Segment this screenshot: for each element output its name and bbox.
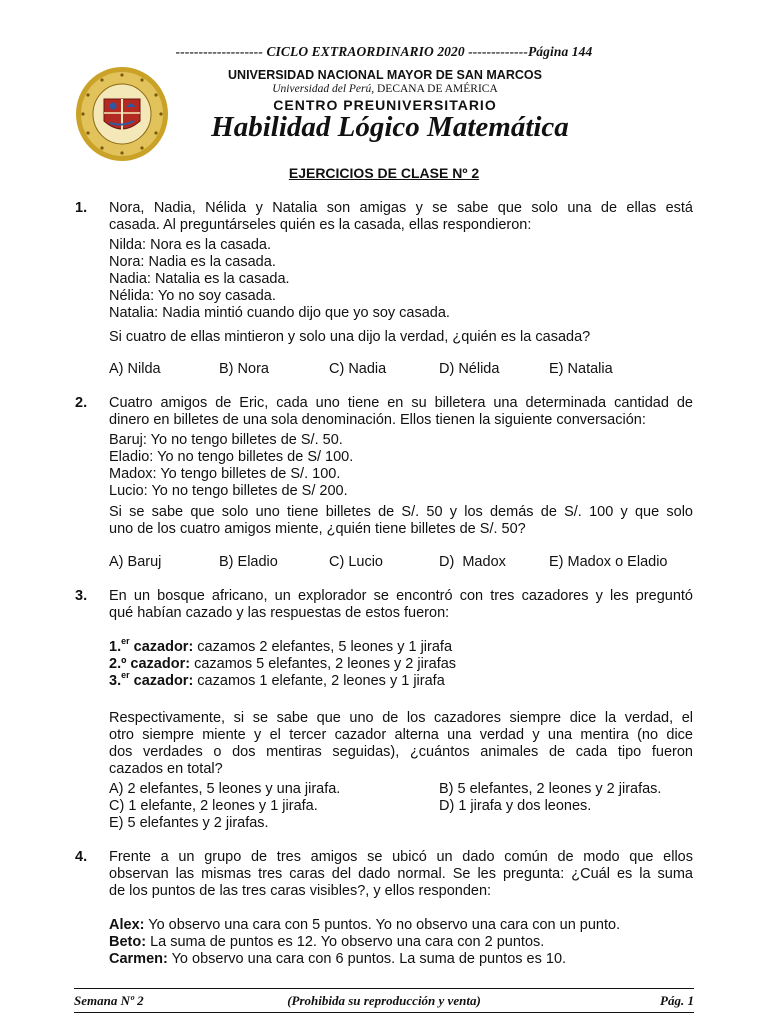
centro-title: CENTRO PREUNIVERSITARIO — [273, 97, 497, 113]
hunter-ordinal-sup: er — [121, 670, 130, 681]
q4-answers — [109, 917, 693, 968]
q3-question-line: otro siempre miente y el tercer cazador alterna una verdad y una mentira (no dice — [109, 727, 693, 743]
q1-intro-line: casada. Al preguntárseles quién es la casada, ellas respondieron: — [109, 217, 532, 233]
q1-intro — [109, 200, 693, 217]
q1-statement: Natalia: Nadia mintió cuando dijo que yo soy casada. — [109, 305, 450, 321]
university-subtitle — [200, 83, 570, 95]
q4-answer-alex — [109, 917, 693, 934]
footer-page-number: Pág. 1 — [660, 993, 694, 1008]
q4-intro-line: de los puntos de las tres caras visibles?, y ellos responden: — [109, 883, 492, 899]
q2-intro-line: dinero en billetes de una sola denominación. Ellos tienen la siguiente conversación: — [109, 412, 646, 428]
q3-hunter-3 — [109, 670, 693, 690]
hunter-label: cazador: — [129, 639, 194, 655]
q1-number: 1. — [75, 200, 88, 216]
page-footer — [74, 993, 694, 1009]
speaker-text: Yo observo una cara con 5 puntos. Yo no observo una cara con un punto. — [144, 917, 621, 933]
speaker-name: Alex: — [109, 917, 145, 933]
exercises-title: EJERCICIOS DE CLASE Nº 2 — [288, 165, 480, 181]
university-subtitle-italic: Universidad del Perú, — [272, 83, 375, 95]
q3-option-b: B) 5 elefantes, 2 leones y 2 jirafas. — [439, 781, 662, 797]
q1-intro-line: Nora, Nadia, Nélida y Natalia son amigas y se sabe que solo una de ellas está — [109, 200, 693, 216]
q3-number: 3. — [75, 588, 88, 604]
q2-statement: Madox: Yo tengo billetes de S/. 100. — [109, 466, 341, 482]
footer-bottom-divider — [74, 1012, 694, 1013]
q3-intro-line: En un bosque africano, un explorador se encontró con tres cazadores y les preguntó — [109, 588, 693, 604]
q1-intro-2 — [109, 217, 693, 234]
q4-intro-line: observan las mismas tres caras del dado normal. Se les pregunta: ¿Cuál es la suma — [109, 866, 693, 882]
q3-hunter-2 — [109, 656, 693, 673]
q1-option-e: E) Natalia — [549, 361, 613, 377]
q2-number: 2. — [75, 395, 88, 411]
q3-hunters — [109, 636, 693, 690]
q3-question-line: Respectivamente, si se sabe que uno de los cazadores siempre dice la verdad, el — [109, 710, 693, 726]
hunter-claim: cazamos 5 elefantes, 2 leones y 2 jirafas — [190, 656, 457, 672]
q2-question-line: Si se sabe que solo uno tiene billetes de S/. 50 y los demás de S/. 100 y que solo — [109, 504, 693, 520]
q2-question — [109, 504, 693, 521]
q4-answer-beto — [109, 934, 693, 951]
hunter-ordinal: 1. — [109, 639, 122, 655]
q2-intro-2 — [109, 412, 693, 429]
hunter-ordinal-sup: er — [121, 636, 130, 647]
q1-option-c: C) Nadia — [329, 361, 387, 377]
course-title: Habilidad Lógico Matemática — [211, 111, 569, 143]
q2-option-a: A) Baruj — [109, 554, 162, 570]
q2-intro — [109, 395, 693, 412]
hunter-ordinal: 2.º — [109, 656, 127, 672]
q4-intro-line: Frente a un grupo de tres amigos se ubicó un dado común de modo que ellos — [109, 849, 693, 865]
hunter-label: cazador: — [129, 673, 194, 689]
q3-option-a: A) 2 elefantes, 5 leones y una jirafa. — [109, 781, 341, 797]
q2-option-e: E) Madox o Eladio — [549, 554, 668, 570]
q2-option-c: C) Lucio — [329, 554, 383, 570]
speaker-name: Carmen: — [109, 951, 168, 967]
q4-intro-2 — [109, 866, 693, 883]
q1-statement: Nilda: Nora es la casada. — [109, 237, 271, 253]
q2-statements — [109, 432, 693, 500]
q1-option-d: D) Nélida — [439, 361, 500, 377]
q2-option-b: B) Eladio — [219, 554, 278, 570]
q3-question-line: dos verdades o dos mentiras seguidas), ¿cuántos animales de cada tipo fueron — [109, 744, 693, 760]
q1-statement: Nélida: Yo no soy casada. — [109, 288, 276, 304]
q1-option-a: A) Nilda — [109, 361, 161, 377]
hunter-label: cazador: — [126, 656, 191, 672]
q2-statement: Baruj: Yo no tengo billetes de S/. 50. — [109, 432, 343, 448]
hunter-ordinal: 3. — [109, 673, 122, 689]
q4-intro-3 — [109, 883, 693, 900]
q2-option-d: D) Madox — [439, 554, 506, 570]
speaker-name: Beto: — [109, 934, 147, 950]
q3-option-d: D) 1 jirafa y dos leones. — [439, 798, 592, 814]
university-name: UNIVERSIDAD NACIONAL MAYOR DE SAN MARCOS — [228, 68, 542, 82]
q2-question-line: uno de los cuatro amigos miente, ¿quién tiene billetes de S/. 50? — [109, 521, 526, 537]
q1-statement: Nora: Nadia es la casada. — [109, 254, 276, 270]
q3-question — [109, 710, 693, 727]
speaker-text: Yo observo una cara con 6 puntos. La suma de puntos es 10. — [167, 951, 567, 967]
hunter-claim: cazamos 2 elefantes, 5 leones y 1 jirafa — [193, 639, 453, 655]
q3-intro — [109, 588, 693, 605]
q2-statement: Lucio: Yo no tengo billetes de S/ 200. — [109, 483, 348, 499]
q2-statement: Eladio: Yo no tengo billetes de S/ 100. — [109, 449, 354, 465]
footer-notice: (Prohibida su reproducción y venta) — [287, 993, 481, 1008]
q2-intro-line: Cuatro amigos de Eric, cada uno tiene en su billetera una determinada cantidad de — [109, 395, 693, 411]
q1-statement: Nadia: Natalia es la casada. — [109, 271, 290, 287]
q4-intro — [109, 849, 693, 866]
footer-week: Semana Nº 2 — [74, 993, 144, 1008]
q4-number: 4. — [75, 849, 88, 865]
q1-statements — [109, 237, 693, 322]
speaker-text: La suma de puntos es 12. Yo observo una cara con 2 puntos. — [146, 934, 545, 950]
university-subtitle-rest: DECANA DE AMÉRICA — [374, 83, 498, 95]
footer-divider — [74, 988, 694, 989]
q3-hunter-1 — [109, 636, 693, 656]
q1-option-b: B) Nora — [219, 361, 269, 377]
hunter-claim: cazamos 1 elefante, 2 leones y 1 jirafa — [193, 673, 445, 689]
university-seal-icon — [74, 65, 170, 163]
q3-question-2 — [109, 727, 693, 744]
q3-question-3 — [109, 744, 693, 761]
q3-intro-line: qué habían cazado y las respuestas de estos fueron: — [109, 605, 450, 621]
q1-question: Si cuatro de ellas mintieron y solo una dijo la verdad, ¿quién es la casada? — [109, 329, 591, 345]
q2-question-2 — [109, 521, 693, 538]
q3-intro-2 — [109, 605, 693, 622]
q3-option-e: E) 5 elefantes y 2 jirafas. — [109, 815, 269, 831]
cycle-page-header: ------------------- CICLO EXTRAORDINARIO 2020 -------------Página 144 — [175, 44, 593, 59]
q3-question-4 — [109, 761, 693, 778]
q4-answer-carmen — [109, 951, 693, 968]
q3-question-line: cazados en total? — [109, 761, 223, 777]
q3-option-c: C) 1 elefante, 2 leones y 1 jirafa. — [109, 798, 318, 814]
